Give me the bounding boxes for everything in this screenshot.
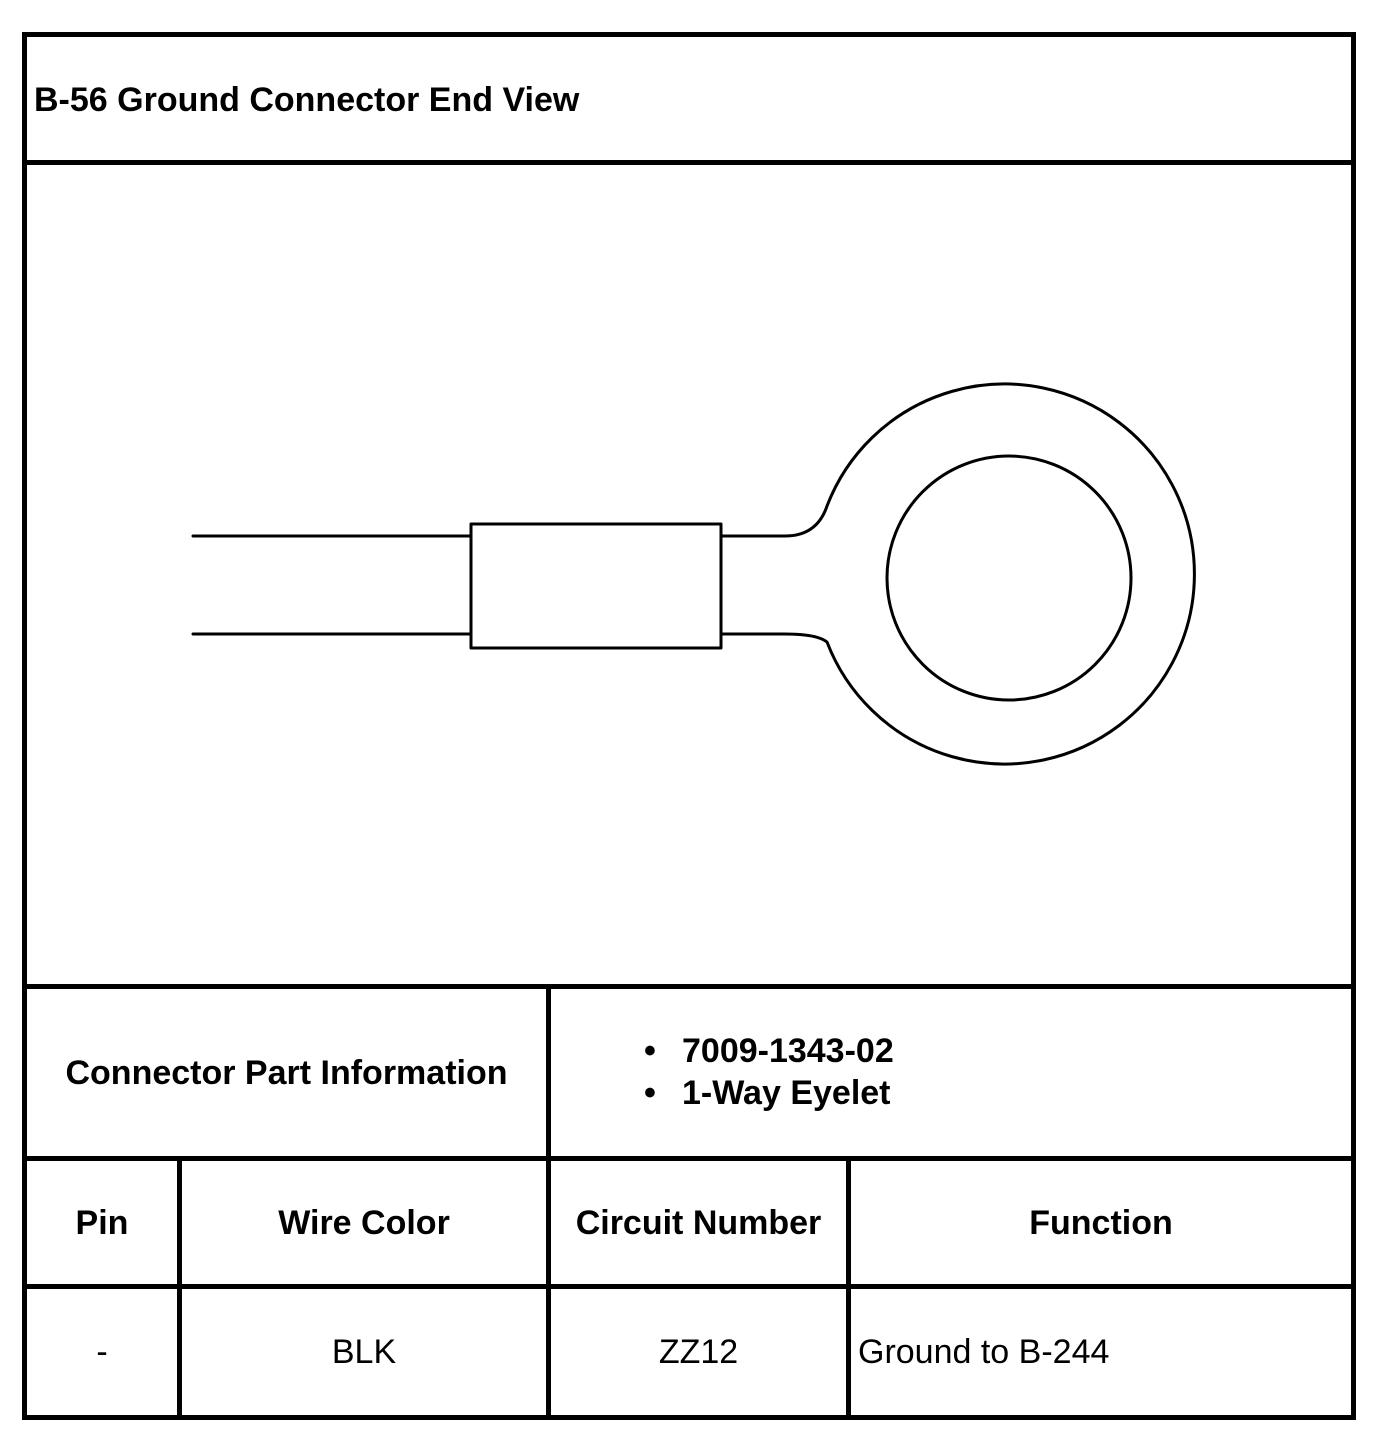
eyelet-outer-ring — [721, 384, 1194, 764]
eyelet-connector-diagram — [27, 166, 1351, 984]
part-info-label: Connector Part Information — [65, 1053, 508, 1092]
header-wire-color: Wire Color — [278, 1203, 450, 1242]
bullet-icon: • — [644, 1074, 656, 1112]
cell-wire-color: BLK — [331, 1333, 397, 1371]
title-divider — [22, 160, 1356, 165]
cell-circuit-number: ZZ12 — [658, 1333, 739, 1371]
part-number: 7009-1343-02 — [682, 1032, 894, 1070]
eyelet-inner-hole — [887, 456, 1131, 700]
crimp-barrel — [471, 524, 721, 648]
part-info-item — [640, 1072, 894, 1114]
header-function: Function — [1029, 1203, 1173, 1242]
cell-function: Ground to B-244 — [858, 1333, 1110, 1371]
cell-pin: - — [96, 1333, 108, 1371]
part-info-list — [640, 1030, 894, 1114]
bullet-icon: • — [644, 1032, 656, 1070]
connector-type: 1-Way Eyelet — [682, 1074, 891, 1112]
header-circuit-number: Circuit Number — [575, 1203, 822, 1242]
page-title: B-56 Ground Connector End View — [34, 81, 580, 119]
header-pin: Pin — [75, 1203, 129, 1242]
part-info-item — [640, 1030, 894, 1072]
